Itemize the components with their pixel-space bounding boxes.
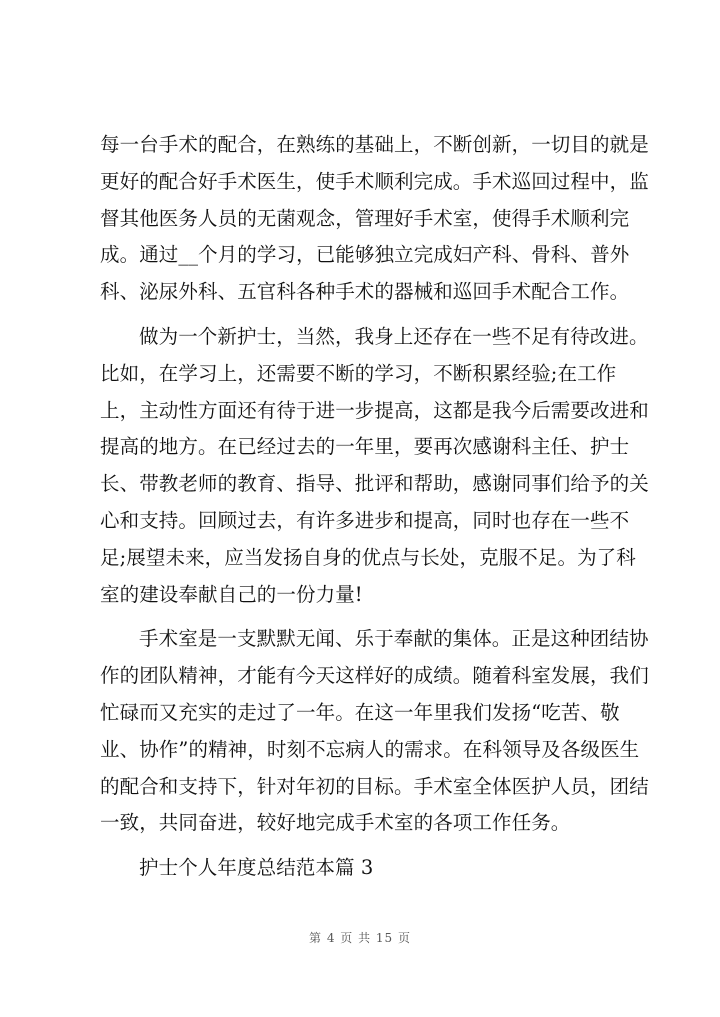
paragraph-gap: [100, 311, 640, 319]
section-heading: [100, 850, 640, 887]
document-body: [100, 127, 649, 887]
section-heading-text: 护士个人年度总结范本篇 3: [139, 856, 374, 880]
text-line: 业、协作”的精神，时刻不忘病人的需求。在科领导及各级医生: [100, 737, 640, 761]
text-line: 比如，在学习上，还需要不断的学习，不断积累经验;在工作: [100, 361, 617, 385]
text-line: 提高的地方。在已经过去的一年里，要再次感谢科主任、护士: [100, 435, 630, 459]
text-line: 每一台手术的配合，在熟练的基础上，不断创新，一切目的就是: [100, 133, 649, 156]
text-line: 忙碌而又充实的走过了一年。在这一年里我们发扬“吃苦、敬: [100, 700, 620, 724]
page-footer: [0, 929, 720, 946]
text-line: 手术室是一支默默无闻、乐于奉献的集体。正是这种团结协: [139, 627, 649, 651]
text-line: 科、泌尿外科、五官科各种手术的器械和巡回手术配合工作。: [100, 280, 630, 304]
paragraph-2: [100, 319, 649, 613]
paragraph-1: [100, 127, 649, 311]
text-line: 上，主动性方面还有待于进一步提高，这都是我今后需要改进和: [100, 398, 649, 422]
text-line: 心和支持。回顾过去，有许多进步和提高，同时也存在一些不: [100, 508, 630, 532]
text-line: 足;展望未来，应当发扬自身的优点与长处，克服不足。为了科: [100, 545, 636, 569]
page-number-text: 第 4 页 共 15 页: [309, 931, 411, 945]
text-line: 成。通过__个月的学习，已能够独立完成妇产科、骨科、普外: [100, 243, 630, 267]
text-line: 作的团队精神，才能有今天这样好的成绩。随着科室发展，我们: [100, 664, 649, 688]
paragraph-3: [100, 621, 649, 842]
text-line: 长、带教老师的教育、指导、批评和帮助，感谢同事们给予的关: [100, 472, 649, 496]
paragraph-gap: [100, 842, 640, 850]
text-line: 更好的配合好手术医生，使手术顺利完成。手术巡回过程中，监: [100, 169, 649, 193]
text-line: 室的建设奉献自己的一份力量!: [100, 582, 363, 606]
text-line: 一致，共同奋进，较好地完成手术室的各项工作任务。: [100, 811, 571, 835]
paragraph-gap: [100, 613, 640, 621]
text-line: 督其他医务人员的无菌观念，管理好手术室，使得手术顺利完: [100, 206, 630, 230]
text-line: 做为一个新护士，当然，我身上还存在一些不足有待改进。: [139, 324, 649, 348]
text-line: 的配合和支持下，针对年初的目标。手术室全体医护人员，团结: [100, 774, 649, 798]
